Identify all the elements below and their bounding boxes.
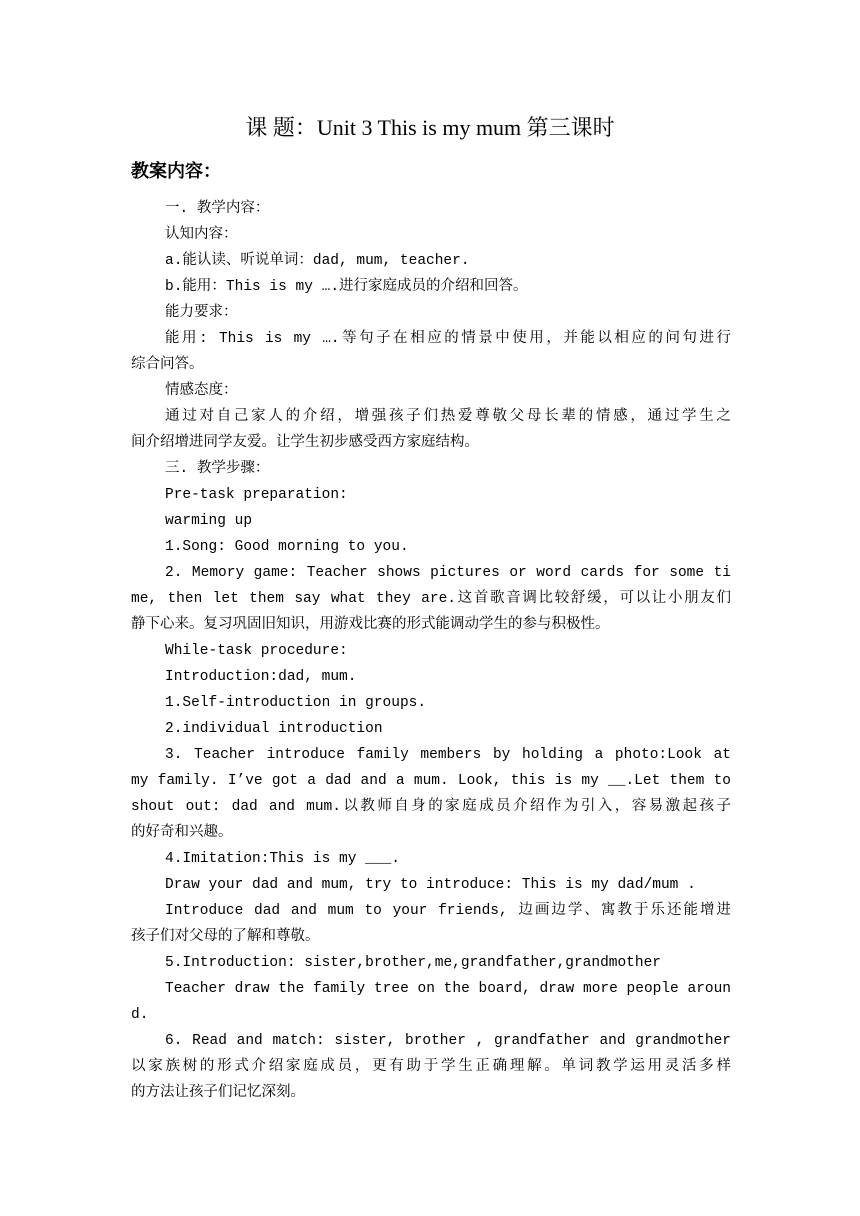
text-line: a.能认读、听说单词：dad, mum, teacher. — [165, 253, 470, 269]
text-line: Pre-task preparation: — [165, 487, 348, 503]
text-line: 的方法让孩子们记忆深刻。 — [131, 1085, 305, 1101]
text-line: 4.Imitation:This is my ___. — [165, 851, 400, 867]
text-line: 认知内容： — [165, 227, 238, 243]
text-line: 三. 教学步骤： — [165, 461, 270, 477]
section-heading: 教案内容： — [131, 161, 221, 182]
text-line: 综合问答。 — [131, 357, 204, 373]
text-line: 以家族树的形式介绍家庭成员，更有助于学生正确理解。单词教学运用灵活多样 — [131, 1059, 731, 1075]
lesson-title: 课 题：Unit 3 This is my mum 第三课时 — [245, 115, 615, 140]
text-line: warming up — [165, 513, 253, 529]
text-line: Introduction:dad, mum. — [165, 669, 357, 685]
text-line: 6. Read and match: sister, brother , grandfather and grandmother — [165, 1033, 731, 1049]
text-line: 通过对自己家人的介绍，增强孩子们热爱尊敬父母长辈的情感，通过学生之 — [165, 409, 731, 425]
text-line: While-task procedure: — [165, 643, 348, 659]
text-line: d. — [131, 1007, 149, 1023]
text-line: Draw your dad and mum, try to introduce: This is my dad/mum . — [165, 877, 696, 893]
text-line: 5.Introduction: sister,brother,me,grandfather,grandmother — [165, 955, 661, 971]
text-line: 2. Memory game: Teacher shows pictures or word cards for some ti — [165, 565, 731, 581]
text-line: 2.individual introduction — [165, 721, 383, 737]
text-line: me, then let them say what they are.这首歌音调比较舒缓，可以让小朋友们 — [131, 591, 731, 607]
text-line: 孩子们对父母的了解和尊敬。 — [131, 929, 320, 945]
lesson-body — [131, 196, 731, 1106]
text-line: 1.Song: Good morning to you. — [165, 539, 409, 555]
text-line: 1.Self-introduction in groups. — [165, 695, 427, 711]
text-line: 能力要求： — [165, 305, 238, 321]
text-line: 3. Teacher introduce family members by holding a photo:Look at — [165, 747, 731, 763]
text-line: Teacher draw the family tree on the board, draw more people aroun — [165, 981, 731, 997]
text-line: 能用: This is my ….等句子在相应的情景中使用，并能以相应的问句进行 — [165, 331, 731, 347]
text-line: b.能用：This is my ….进行家庭成员的介绍和回答。 — [165, 279, 528, 295]
text-line: my family. I’ve got a dad and a mum. Look, this is my __.Let them to — [131, 773, 731, 789]
text-line: 静下心来。复习巩固旧知识，用游戏比赛的形式能调动学生的参与积极性。 — [131, 617, 610, 633]
text-line: 一. 教学内容： — [165, 201, 270, 217]
text-line: Introduce dad and mum to your friends, 边画边学、寓教于乐还能增进 — [165, 903, 731, 919]
text-line: shout out: dad and mum.以教师自身的家庭成员介绍作为引入，容易激起孩子 — [131, 799, 731, 815]
text-line: 情感态度： — [165, 383, 238, 399]
text-line: 间介绍增进同学友爱。让学生初步感受西方家庭结构。 — [131, 435, 479, 451]
text-line: 的好奇和兴趣。 — [131, 825, 233, 841]
